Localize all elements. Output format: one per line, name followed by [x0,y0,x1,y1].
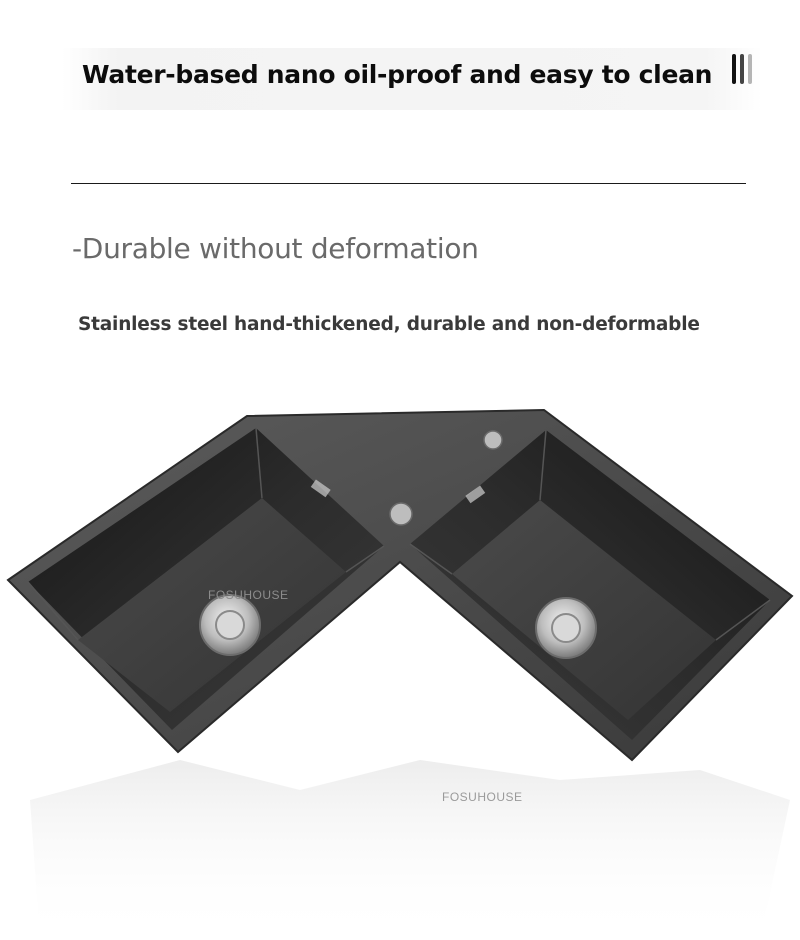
bars-icon [732,54,756,84]
corner-sink-image [0,380,800,940]
section-description: Stainless steel hand-thickened, durable and non-deformable [78,314,700,335]
page-headline: Water-based nano oil-proof and easy to clean [82,60,713,89]
brand-watermark: FOSUHOUSE [208,588,289,602]
brand-footer: FOSUHOUSE [442,790,523,804]
section-subtitle: -Durable without deformation [72,232,479,265]
divider [71,183,746,184]
